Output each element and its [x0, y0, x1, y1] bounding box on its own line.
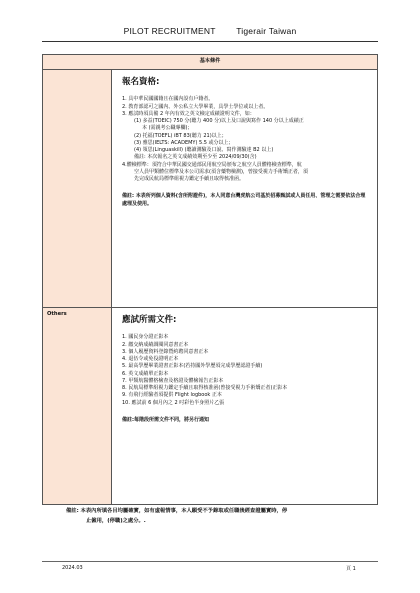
qualification-line: 3. 應試時須具備 2 年內有效之英文檢定成績證明文件，如： [122, 110, 255, 117]
documents-heading: 應試所需文件: [122, 315, 177, 325]
qualification-line: 1. 具中華民國國籍且在國內設有戶籍者。 [122, 96, 214, 103]
qualifications-heading: 報名資格: [122, 77, 160, 87]
qualification-line: 備註: 本次報名之英文成績效期至少至 2024/09/30(含) [134, 154, 257, 161]
table-title: 基本條件 [43, 55, 378, 70]
row2-label: Others [43, 308, 112, 505]
qualification-line: 空人員甲類體位標準及本公司需求(須含藥物檢測)，曾接受視力手術矯正者，須 [134, 168, 308, 175]
document-item: 8. 民航局標準組視力鑑定手續且取得核准函(曾接受視力手術矯正者)正影本 [122, 385, 288, 392]
document-item: 1. 國民身分證正影本 [122, 334, 169, 341]
document-item: 10. 應試前 6 個月內之 2 吋彩色半身照片乙張 [122, 399, 225, 406]
header-divider [42, 41, 378, 42]
declaration-line-2: 止僱用，(停職)之處分。. [86, 517, 146, 524]
qualification-line: 4.體檢標準：須符合中華民國交通部民用航空局頒布之航空人員體格檢查標準，航 [122, 161, 302, 168]
qualification-line: 本 (需親考公職專欄)； [142, 125, 193, 132]
document-item: 4. 退伍令或免役證明正本 [122, 356, 179, 363]
documents-note: 備註:每階段所需文件不同，將另行通知 [122, 416, 210, 423]
qualification-line: (3) 雅思(IELTS: ACADEMY) 5.5 或分以上； [134, 139, 234, 146]
document-item: 5. 最高學歷畢業證書正影本(若持國外學歷須完成學歷認證手續) [122, 363, 263, 370]
declaration-line-1: 備註: 本表內所填各目均屬確實，如有虛報情事，本人願受不予錄取或任職後經查證屬實時，停 [66, 508, 288, 514]
footer-page-number: 頁 1 [346, 566, 356, 572]
footer-divider [42, 561, 378, 562]
row1-label-cell [43, 70, 112, 308]
document-item: 7. 甲類航醫體格檢查及格證及體檢報告正影本 [122, 377, 224, 384]
header-company: Tigerair Taiwan [236, 26, 297, 36]
header-title: PILOT RECRUITMENT [123, 26, 216, 36]
qualification-line: (2) 托福(TOEFL) iBT 83(聽力 21)以上； [134, 132, 227, 139]
document-item: 6. 英文成績單正影本 [122, 370, 169, 377]
qualification-line: (1) 多益(TOEIC) 750 分(聽力 400 分)以上及口說與寫作 140 分以上成績正 [134, 118, 304, 125]
page-header [0, 26, 420, 36]
qualifications-cell [112, 70, 378, 308]
document-item: 9. 有飛行經驗者須提供 Flight logbook 正本 [122, 392, 222, 399]
document-item: 3. 個人履歷資料登錄暨約聘同意書正本 [122, 348, 209, 355]
documents-cell [112, 308, 378, 505]
qualification-line: 先完成民航局標準組視力鑑定手續且取得核准函。 [134, 176, 245, 183]
qualifications-note: 備註: 本表所列個人資料(含所附證件)，本人同意台灣虎航公司基於招募甄試或人員任用、管理之需要依法合理處理及使用。 [122, 193, 366, 207]
qualification-line: 2. 教育部認可之國內、外公私立大學畢業，具學士學位或以上者。 [122, 103, 269, 110]
footer-date: 2024.03 [62, 565, 83, 571]
document-item: 2. 繳交納成績調閱同意書正本 [122, 341, 189, 348]
qualification-line: (4) 領思(Linguaskill) (聽讀測驗及口說、寫作測驗達 B2 以上) [134, 147, 274, 154]
requirements-table [42, 54, 378, 505]
declaration-note [66, 507, 366, 526]
